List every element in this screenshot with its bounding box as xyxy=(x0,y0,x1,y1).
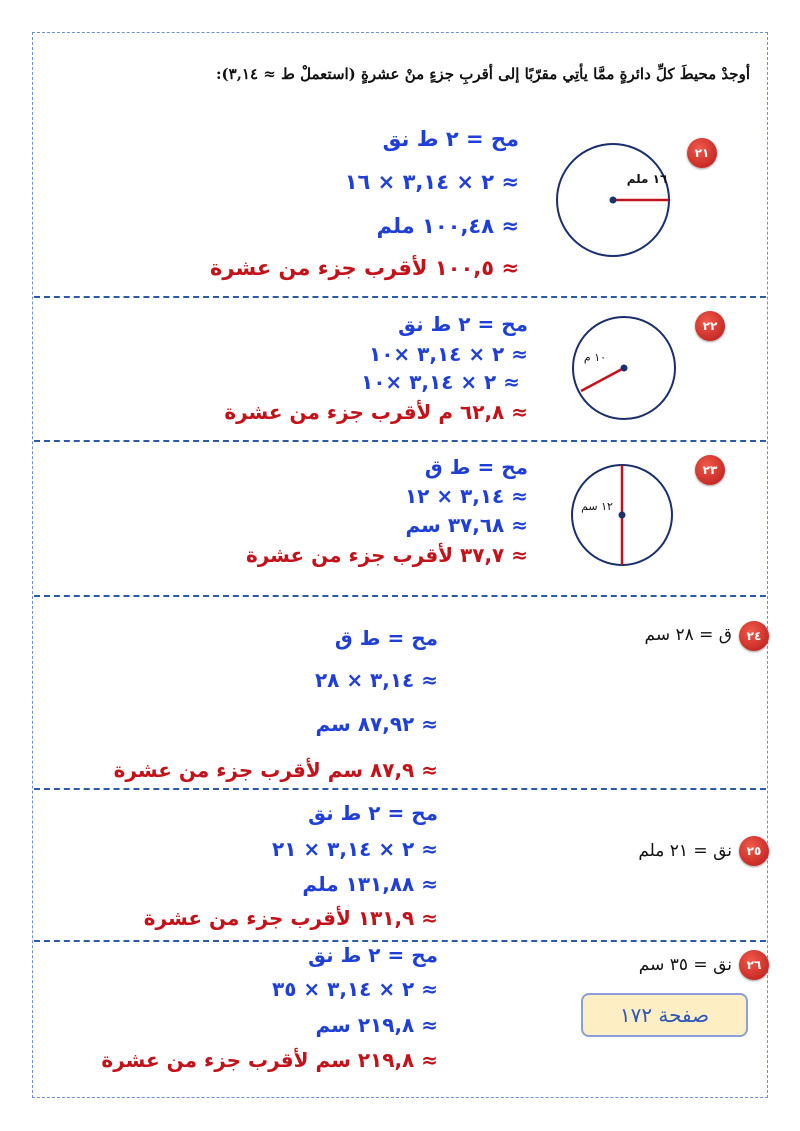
answer-line: ≈ ٢١٩,٨ سم لأقرب جزء من عشرة xyxy=(101,1048,438,1072)
solution-line: مح = ٢ ط نق xyxy=(382,127,519,151)
separator xyxy=(34,940,766,942)
solution-line: ≈ ١٣١,٨٨ ملم xyxy=(302,872,438,896)
given-value: ق = ٢٨ سم xyxy=(644,625,732,645)
circle-figure xyxy=(571,315,677,421)
problem-number-badge: ٢٢ xyxy=(695,311,725,341)
page-number-badge: صفحة ١٧٢ xyxy=(581,993,748,1037)
solution-line: ≈ ٢ × ٣,١٤ ×١٠ xyxy=(360,370,520,394)
separator xyxy=(34,296,766,298)
problem-number-badge: ٢٥ xyxy=(739,836,769,866)
radius-label: ١٠ م xyxy=(583,351,607,364)
solution-line: ≈ ٢ × ٣,١٤ × ٢١ xyxy=(272,837,438,861)
solution-line: مح = ٢ ط نق xyxy=(398,312,528,336)
given-value: نق = ٢١ ملم xyxy=(638,841,732,861)
circle-figure xyxy=(553,140,673,260)
problem-number-badge: ٢٤ xyxy=(739,621,769,651)
answer-line: ≈ ٣٧,٧ لأقرب جزء من عشرة xyxy=(245,543,528,567)
answer-line: ≈ ١٠٠,٥ لأقرب جزء من عشرة xyxy=(210,256,519,280)
solution-line: مح = ٢ ط نق xyxy=(308,943,438,967)
solution-line: مح = ط ق xyxy=(334,626,438,650)
solution-line: ≈ ٣,١٤ × ٢٨ xyxy=(314,668,438,692)
solution-line: ≈ ٢١٩,٨ سم xyxy=(315,1013,438,1037)
given-value: نق = ٣٥ سم xyxy=(638,955,732,975)
diameter-label: ١٢ سم xyxy=(581,500,613,513)
answer-line: ≈ ١٣١,٩ لأقرب جزء من عشرة xyxy=(143,906,438,930)
answer-line: ≈ ٦٢,٨ م لأقرب جزء من عشرة xyxy=(224,400,528,424)
solution-line: مح = ط ق xyxy=(424,455,528,479)
solution-line: ≈ ٨٧,٩٢ سم xyxy=(315,712,438,736)
circle-figure xyxy=(570,463,674,567)
problem-number-badge: ٢١ xyxy=(687,138,717,168)
problem-number-badge: ٢٦ xyxy=(739,950,769,980)
solution-line: ≈ ٢ × ٣,١٤ × ١٦ xyxy=(344,170,519,194)
solution-line: ≈ ٢ × ٣,١٤ × ٣٥ xyxy=(272,977,438,1001)
answer-line: ≈ ٨٧,٩ سم لأقرب جزء من عشرة xyxy=(113,758,438,782)
separator xyxy=(34,788,766,790)
instructions: أوجدْ محيطَ كلِّ دائرةٍ ممَّا يأتِي مقرّبًا إلى أقربِ جزءٍ منْ عشرةٍ (استعملْ ط ≈ ٣,١٤): xyxy=(216,65,750,83)
separator xyxy=(34,595,766,597)
solution-line: ≈ ٣,١٤ × ١٢ xyxy=(404,484,528,508)
problem-number-badge: ٢٣ xyxy=(695,455,725,485)
radius-label: ١٦ ملم xyxy=(626,172,668,186)
solution-line: ≈ ١٠٠,٤٨ ملم xyxy=(376,214,519,238)
separator xyxy=(34,440,766,442)
solution-line: مح = ٢ ط نق xyxy=(308,801,438,825)
solution-line: ≈ ٢ × ٣,١٤ ×١٠ xyxy=(368,342,528,366)
solution-line: ≈ ٣٧,٦٨ سم xyxy=(405,513,528,537)
